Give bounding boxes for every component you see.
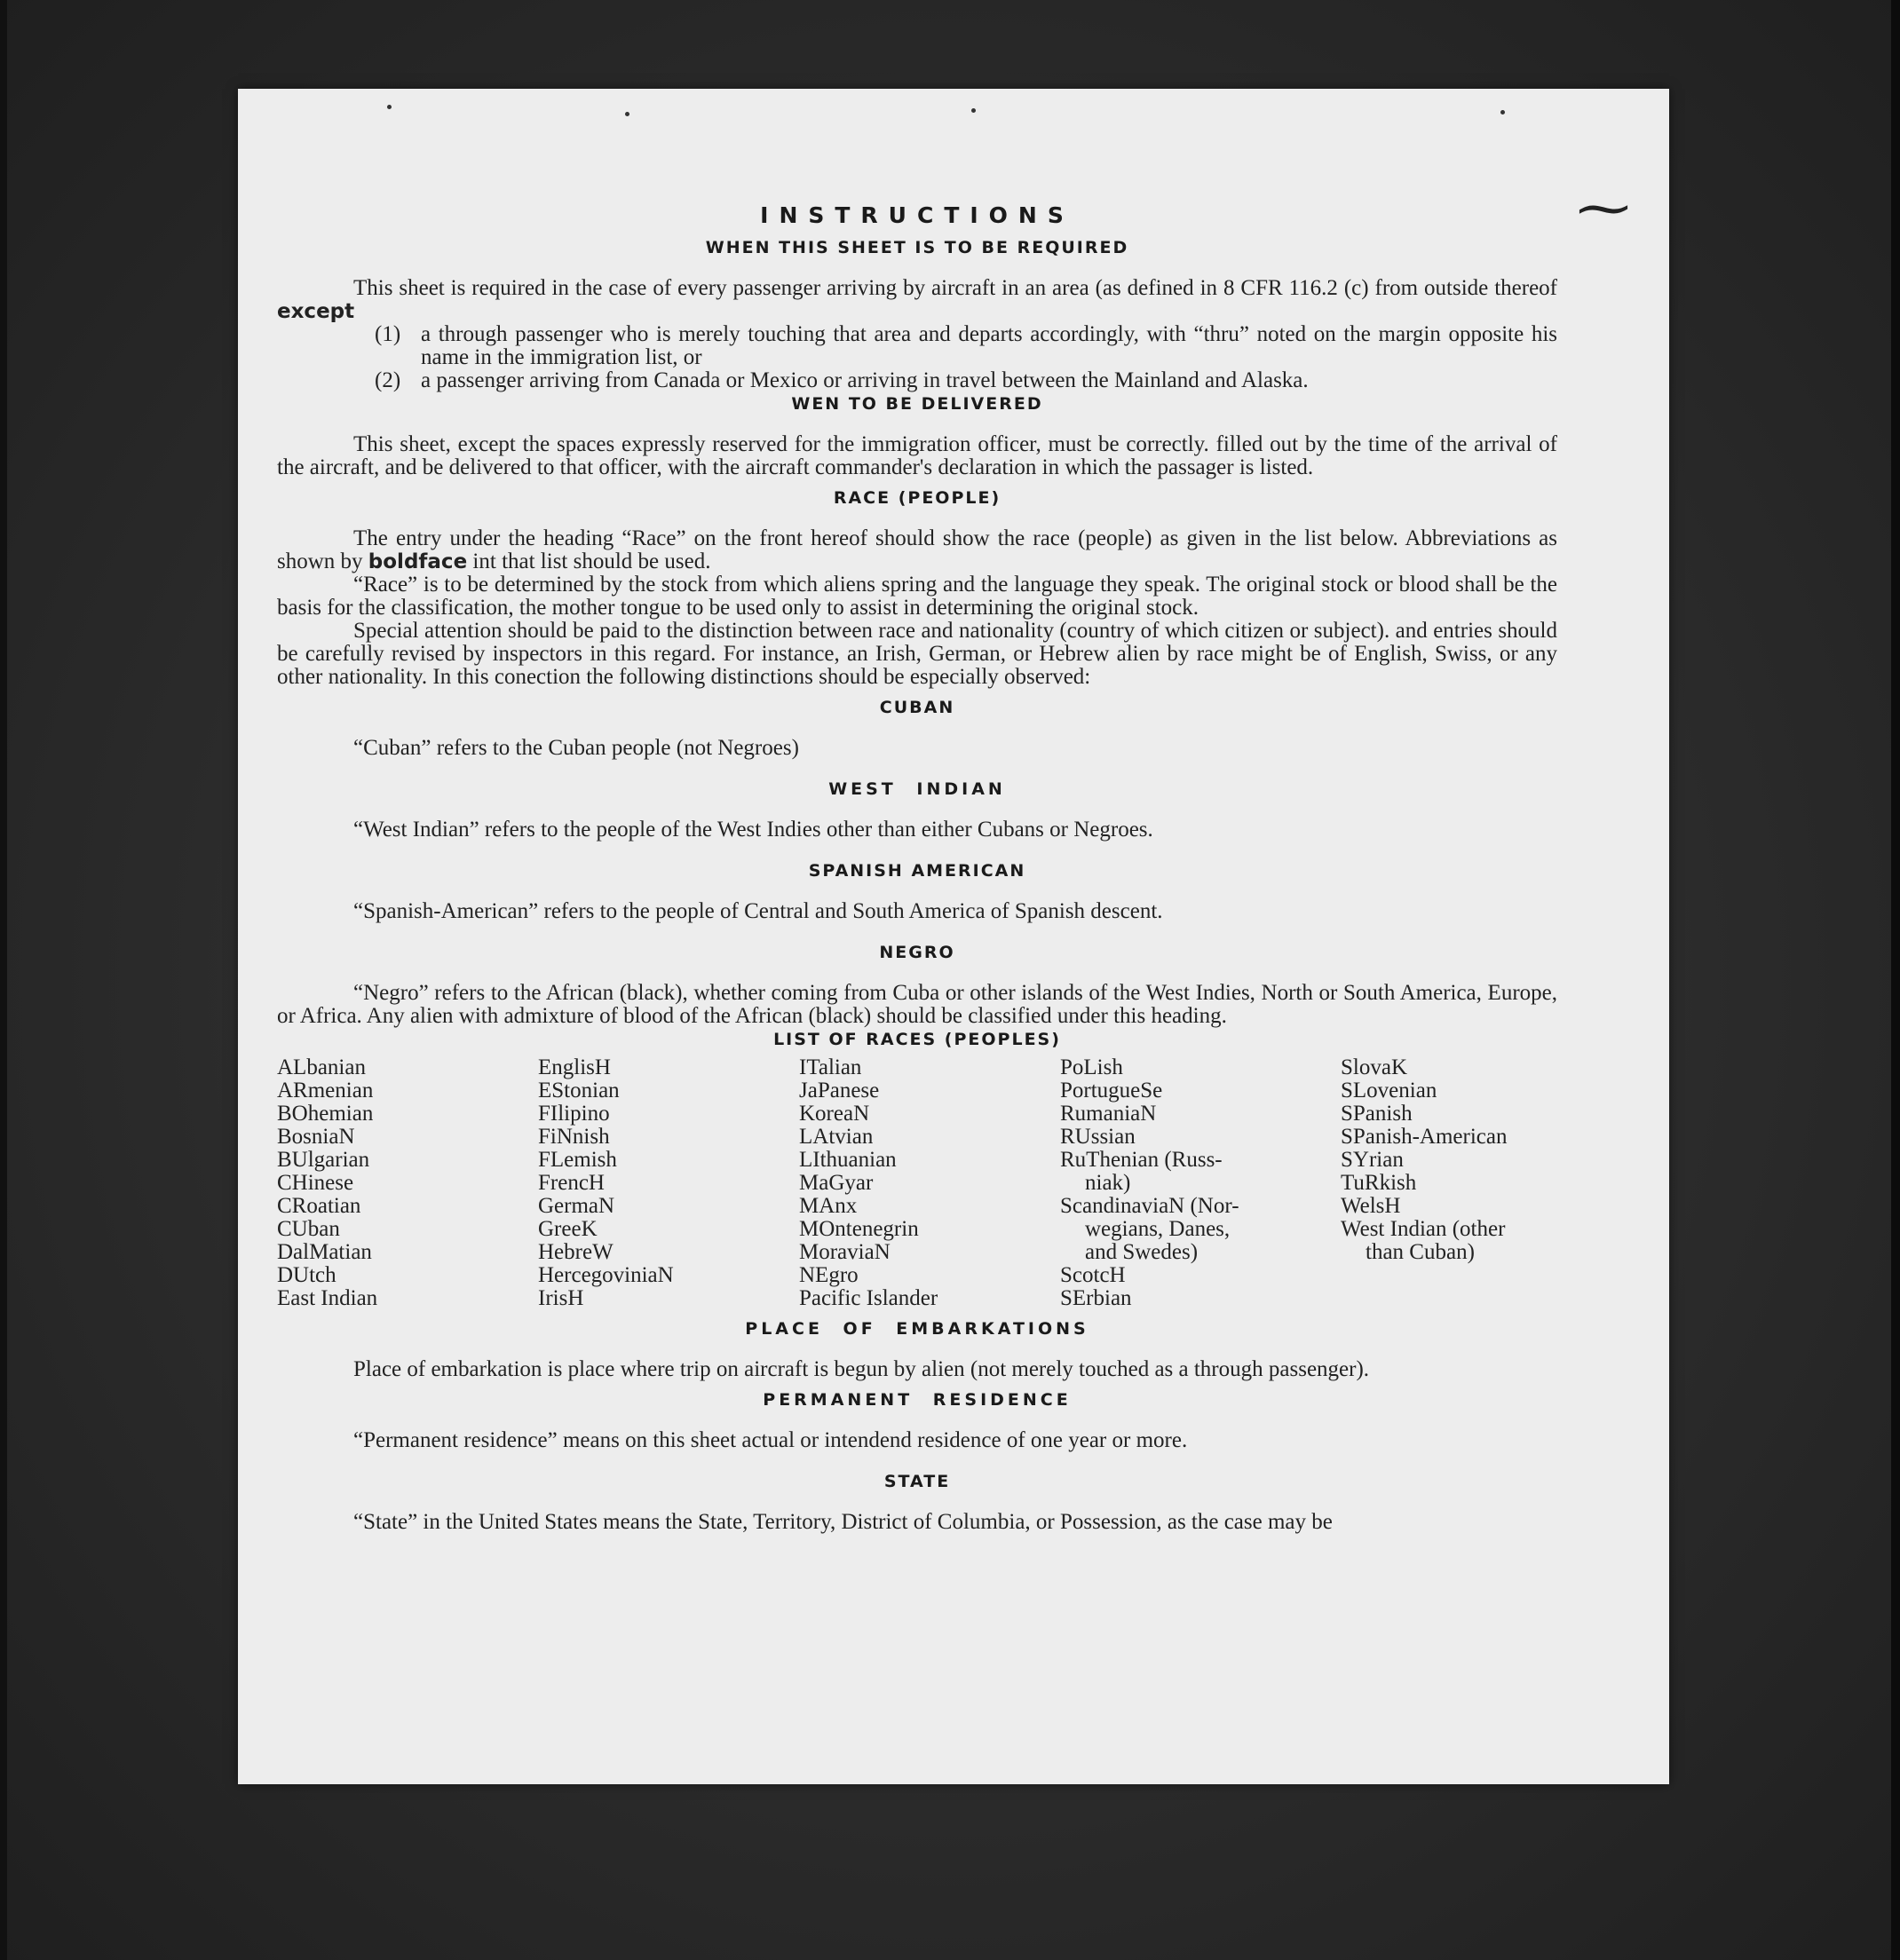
page-title: INSTRUCTIONS (760, 202, 1074, 228)
embarkation-paragraph: Place of embarkation is place where trip on aircraft is begun by alien (not merely touched as a through passenger). (353, 1357, 1370, 1381)
race-entry: HercegoviniaN (538, 1263, 674, 1287)
race-entry: FrencH (538, 1171, 605, 1195)
race-entry: CRoatian (277, 1194, 361, 1218)
race-entry: WelsH (1341, 1194, 1401, 1218)
race-entry: RUssian (1060, 1125, 1136, 1149)
race-paragraph-3: Special attention should be paid to the distinction between race and nationality (country of which citizen or subject). and entries should be carefully revised by inspectors in this regard. For instance, an Irish, German, or Hebrew alien by race might be of English, Swiss, or any other nationality. In this conection the following distinctions should be especially observed: (277, 619, 1557, 689)
race-entry: SPanish-American (1341, 1125, 1508, 1149)
speck (625, 112, 629, 116)
race-entry: RumaniaN (1060, 1102, 1157, 1126)
race-entry: Pacific Islander (799, 1286, 938, 1310)
race-entry: IrisH (538, 1286, 584, 1310)
speck (971, 108, 976, 113)
boldface-word: boldface (368, 550, 468, 573)
item-number: (1) (375, 322, 401, 346)
race-entry: FiNnish (538, 1125, 610, 1149)
races-column-1 (277, 1056, 538, 1310)
speck (387, 105, 392, 109)
race-paragraph-2: “Race” is to be determined by the stock from which aliens spring and the language they speak. The original stock or blood shall be the basis for the classification, the mother tongue to be used only to assist in determining the original stock. (277, 573, 1557, 620)
race-entry: FIlipino (538, 1102, 610, 1126)
race-entry: RuThenian (Russ- (1060, 1148, 1223, 1172)
race-p1-tail: int that list should be used. (472, 549, 711, 573)
race-entry: MAnx (799, 1194, 858, 1218)
race-entry: ARmenian (277, 1079, 374, 1102)
section-heading-state: STATE (883, 1472, 951, 1491)
section-heading-spanish-american: SPANISH AMERICAN (808, 861, 1026, 881)
race-entry: CUban (277, 1217, 340, 1241)
film-edge-left (0, 0, 7, 1960)
state-paragraph: “State” in the United States means the State, Territory, District of Columbia, or Possession, as the case may be (353, 1510, 1333, 1534)
race-entry: TuRkish (1341, 1171, 1417, 1195)
item-text: a through passenger who is merely touching that area and departs accordingly, with “thru” noted on the margin opposite his name in the immigration list, or (421, 322, 1557, 369)
race-entry: DUtch (277, 1263, 336, 1287)
race-entry: NEgro (799, 1263, 859, 1287)
section-heading-race: RACE (PEOPLE) (833, 488, 1001, 508)
race-entry: LIthuanian (799, 1148, 897, 1172)
races-column-3 (799, 1056, 1060, 1310)
exception-item-1 (375, 323, 1557, 369)
spanish-american-paragraph: “Spanish-American” refers to the people of Central and South America of Spanish descent. (353, 899, 1163, 923)
delivered-paragraph: This sheet, except the spaces expressly reserved for the immigration officer, must be correctly. filled out by the time of the arrival of the aircraft, and be delivered to that officer, with the aircraft commander's declaration in which the passager is listed. (277, 432, 1557, 479)
race-entry: CHinese (277, 1171, 354, 1195)
race-entry: SPanish (1341, 1102, 1413, 1126)
race-entry: MaGyar (799, 1171, 874, 1195)
section-heading-embarkation: PLACE OF EMBARKATIONS (745, 1319, 1089, 1339)
races-list (277, 1056, 1557, 1310)
required-text: This sheet is required in the case of every passenger arriving by aircraft in an area (as defined in 8 CFR 116.2 (c) from outside thereof (353, 276, 1557, 300)
item-text: a passenger arriving from Canada or Mexico or arriving in travel between the Mainland and Alaska. (421, 368, 1309, 392)
race-entry: KoreaN (799, 1102, 870, 1126)
residence-paragraph: “Permanent residence” means on this sheet actual or intendend residence of one year or more. (353, 1428, 1188, 1452)
west-indian-paragraph: “West Indian” refers to the people of the West Indies other than either Cubans or Negroes. (353, 818, 1153, 842)
race-entry: SLovenian (1341, 1079, 1437, 1102)
section-heading-negro: NEGRO (879, 943, 955, 962)
film-edge-right (1891, 0, 1900, 1960)
race-entry: EnglisH (538, 1055, 611, 1079)
race-entry-continued: niak) (1085, 1171, 1131, 1195)
race-entry: ScotcH (1060, 1263, 1126, 1287)
race-entry: East Indian (277, 1286, 378, 1310)
section-heading-list: LIST OF RACES (PEOPLES) (773, 1030, 1061, 1049)
races-column-5 (1341, 1056, 1557, 1310)
except-bold: except (277, 300, 355, 323)
race-entry: JaPanese (799, 1079, 880, 1102)
instructions-content (277, 204, 1557, 1534)
race-paragraph-1 (277, 527, 1557, 573)
race-entry: SlovaK (1341, 1055, 1407, 1079)
race-entry: GreeK (538, 1217, 598, 1241)
race-entry: ITalian (799, 1055, 862, 1079)
race-entry: BosniaN (277, 1125, 355, 1149)
race-entry: SYrian (1341, 1148, 1404, 1172)
corner-mark: ⁓ (1577, 178, 1630, 240)
race-entry-continued: wegians, Danes, (1085, 1217, 1231, 1241)
race-entry: MOntenegrin (799, 1217, 919, 1241)
race-p1-text: The entry under the heading “Race” on the front hereof should show the race (people) as given in the list below. Abbreviations as shown by (277, 526, 1557, 573)
race-entry: MoraviaN (799, 1240, 891, 1264)
item-number: (2) (375, 368, 401, 392)
race-entry: PortugueSe (1060, 1079, 1163, 1102)
race-entry: West Indian (other (1341, 1217, 1506, 1241)
race-entry: ALbanian (277, 1055, 366, 1079)
speck (1500, 110, 1505, 115)
cuban-paragraph: “Cuban” refers to the Cuban people (not Negroes) (353, 736, 799, 760)
race-entry: GermaN (538, 1194, 615, 1218)
race-entry: EStonian (538, 1079, 620, 1102)
race-entry-continued: than Cuban) (1366, 1240, 1475, 1264)
races-column-2 (538, 1056, 799, 1310)
section-heading-required: WHEN THIS SHEET IS TO BE REQUIRED (705, 238, 1129, 257)
document-sheet (238, 89, 1669, 1784)
race-entry-continued: and Swedes) (1085, 1240, 1199, 1264)
section-heading-west-indian: WEST INDIAN (828, 779, 1006, 799)
race-entry: FLemish (538, 1148, 617, 1172)
race-entry: PoLish (1060, 1055, 1123, 1079)
required-paragraph (277, 277, 1557, 323)
races-column-4 (1060, 1056, 1341, 1310)
race-entry: ScandinaviaN (Nor- (1060, 1194, 1239, 1218)
race-entry: BUlgarian (277, 1148, 370, 1172)
exception-item-2 (375, 369, 1557, 392)
section-heading-cuban: CUBAN (879, 698, 955, 717)
race-entry: SErbian (1060, 1286, 1132, 1310)
race-entry: BOhemian (277, 1102, 374, 1126)
race-entry: LAtvian (799, 1125, 874, 1149)
race-entry: HebreW (538, 1240, 614, 1264)
negro-paragraph: “Negro” refers to the African (black), whether coming from Cuba or other islands of the West Indies, North or South America, Europe, or Africa. Any alien with admixture of blood of the African (black) should be classified under this heading. (277, 981, 1557, 1028)
race-entry: DalMatian (277, 1240, 372, 1264)
section-heading-delivered: WEN TO BE DELIVERED (791, 394, 1043, 414)
section-heading-residence: PERMANENT RESIDENCE (763, 1390, 1072, 1410)
